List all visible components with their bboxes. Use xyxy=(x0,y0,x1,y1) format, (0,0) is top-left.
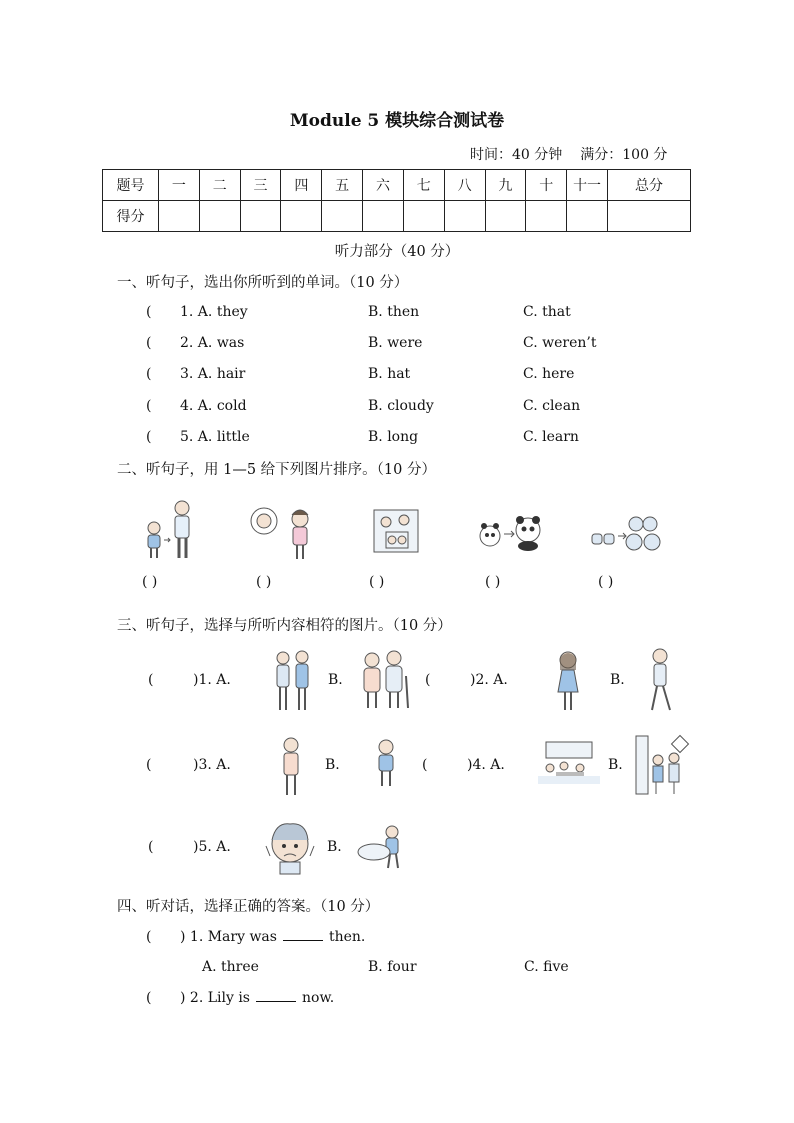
full-score: 满分：100 分 xyxy=(580,147,668,163)
order-paren-4[interactable]: ( ) xyxy=(485,574,501,590)
p4-q1 xyxy=(180,929,365,945)
part1-heading: 一、听句子，选出你所听到的单词。（10 分） xyxy=(117,275,409,291)
p1-q2-b: B. were xyxy=(368,335,423,351)
picture-kittens xyxy=(590,512,664,554)
answer-paren[interactable]: ( xyxy=(425,672,431,688)
exam-meta xyxy=(470,144,667,164)
score-cell[interactable] xyxy=(567,201,608,232)
p3-q2-b: B. xyxy=(610,672,625,688)
p3-q5-label: )5. A. xyxy=(193,839,231,855)
answer-paren[interactable]: ( xyxy=(146,304,179,320)
score-cell[interactable] xyxy=(363,201,404,232)
picture-boy-and-man xyxy=(140,498,200,560)
answer-paren[interactable]: ( xyxy=(146,429,179,445)
p1-q1-a: 1. A. they xyxy=(180,304,248,320)
fill-blank[interactable] xyxy=(283,930,323,941)
p3-q2-label: )2. A. xyxy=(470,672,508,688)
score-table-score-row xyxy=(103,201,691,232)
picture-pandas xyxy=(476,512,546,552)
p1-q3-a: 3. A. hair xyxy=(180,366,246,382)
picture-small-girl xyxy=(372,738,400,788)
p4-q2 xyxy=(180,990,334,1006)
picture-boy-washing xyxy=(356,822,410,870)
picture-classroom xyxy=(536,740,602,788)
answer-paren[interactable]: ( xyxy=(146,929,152,945)
score-total-cell[interactable] xyxy=(608,201,691,232)
p4-q1-after: then. xyxy=(328,929,366,945)
p1-q3-b: B. hat xyxy=(368,366,411,382)
picture-girl-memory xyxy=(248,503,318,561)
score-col-2: 二 xyxy=(199,170,240,201)
score-table-header-row xyxy=(103,170,691,201)
answer-paren[interactable]: ( xyxy=(146,398,179,414)
p1-q3-c: C. here xyxy=(523,366,575,382)
score-col-10: 十 xyxy=(526,170,567,201)
p1-q1-c: C. that xyxy=(523,304,571,320)
p3-q3-b: B. xyxy=(325,757,340,773)
p1-q4-b: B. cloudy xyxy=(368,398,434,414)
score-col-4: 四 xyxy=(281,170,322,201)
time-limit: 时间：40 分钟 xyxy=(470,147,563,163)
picture-old-couple xyxy=(356,648,412,710)
p4-q2-after: now. xyxy=(302,990,335,1006)
p4-q1-c: C. five xyxy=(524,959,569,975)
order-paren-5[interactable]: ( ) xyxy=(598,574,614,590)
p3-q1-label: )1. A. xyxy=(193,672,231,688)
picture-family-kitchen xyxy=(634,734,692,796)
score-col-3: 三 xyxy=(240,170,281,201)
picture-girl-standing xyxy=(552,648,584,712)
answer-paren[interactable]: ( xyxy=(146,757,152,773)
score-col-1: 一 xyxy=(159,170,200,201)
p3-q4-label: )4. A. xyxy=(467,757,505,773)
fill-blank[interactable] xyxy=(256,991,296,1002)
p3-q1-b: B. xyxy=(328,672,343,688)
answer-paren[interactable]: ( xyxy=(422,757,428,773)
score-row-label: 得分 xyxy=(103,201,159,232)
score-cell[interactable] xyxy=(444,201,485,232)
order-paren-2[interactable]: ( ) xyxy=(256,574,272,590)
picture-girl-arms-crossed xyxy=(276,735,306,797)
answer-paren[interactable]: ( xyxy=(148,672,154,688)
page-title: Module 5 模块综合测试卷 xyxy=(289,111,505,131)
part3-heading: 三、听句子，选择与所听内容相符的图片。（10 分） xyxy=(117,618,452,634)
answer-paren[interactable]: ( xyxy=(146,990,152,1006)
score-cell[interactable] xyxy=(159,201,200,232)
p4-q1-b: B. four xyxy=(368,959,417,975)
p4-q2-before: ) 2. Lily is xyxy=(180,990,250,1006)
score-cell[interactable] xyxy=(485,201,526,232)
p1-q5-c: C. learn xyxy=(523,429,579,445)
picture-couple xyxy=(270,648,316,712)
score-total-label: 总分 xyxy=(608,170,691,201)
p1-q5-a: 5. A. little xyxy=(180,429,250,445)
p1-q1-b: B. then xyxy=(368,304,420,320)
picture-woman-walking xyxy=(644,646,678,712)
score-header-label: 题号 xyxy=(103,170,159,201)
p3-q4-b: B. xyxy=(608,757,623,773)
score-cell[interactable] xyxy=(403,201,444,232)
score-col-9: 九 xyxy=(485,170,526,201)
p1-q2-a: 2. A. was xyxy=(180,335,245,351)
score-col-5: 五 xyxy=(322,170,363,201)
score-col-7: 七 xyxy=(403,170,444,201)
score-col-11: 十一 xyxy=(567,170,608,201)
p3-q3-label: )3. A. xyxy=(193,757,231,773)
p1-q5-b: B. long xyxy=(368,429,419,445)
picture-family-photo xyxy=(372,506,420,556)
answer-paren[interactable]: ( xyxy=(148,839,154,855)
order-paren-3[interactable]: ( ) xyxy=(369,574,385,590)
score-cell[interactable] xyxy=(322,201,363,232)
p3-q5-b: B. xyxy=(327,839,342,855)
picture-boy-face xyxy=(262,816,318,876)
score-cell[interactable] xyxy=(199,201,240,232)
score-table xyxy=(102,169,691,232)
p4-q1-a: A. three xyxy=(202,959,259,975)
score-col-8: 八 xyxy=(444,170,485,201)
part4-heading: 四、听对话，选择正确的答案。（10 分） xyxy=(117,899,380,915)
answer-paren[interactable]: ( xyxy=(146,335,179,351)
score-col-6: 六 xyxy=(363,170,404,201)
p1-q4-c: C. clean xyxy=(523,398,581,414)
score-cell[interactable] xyxy=(281,201,322,232)
listening-heading: 听力部分（40 分） xyxy=(334,244,460,260)
order-paren-1[interactable]: ( ) xyxy=(142,574,158,590)
p1-q4-a: 4. A. cold xyxy=(180,398,247,414)
p4-q1-before: ) 1. Mary was xyxy=(180,929,277,945)
score-cell[interactable] xyxy=(526,201,567,232)
answer-paren[interactable]: ( xyxy=(146,366,179,382)
score-cell[interactable] xyxy=(240,201,281,232)
p1-q2-c: C. weren’t xyxy=(523,335,597,351)
part2-heading: 二、听句子，用 1—5 给下列图片排序。（10 分） xyxy=(117,462,436,478)
